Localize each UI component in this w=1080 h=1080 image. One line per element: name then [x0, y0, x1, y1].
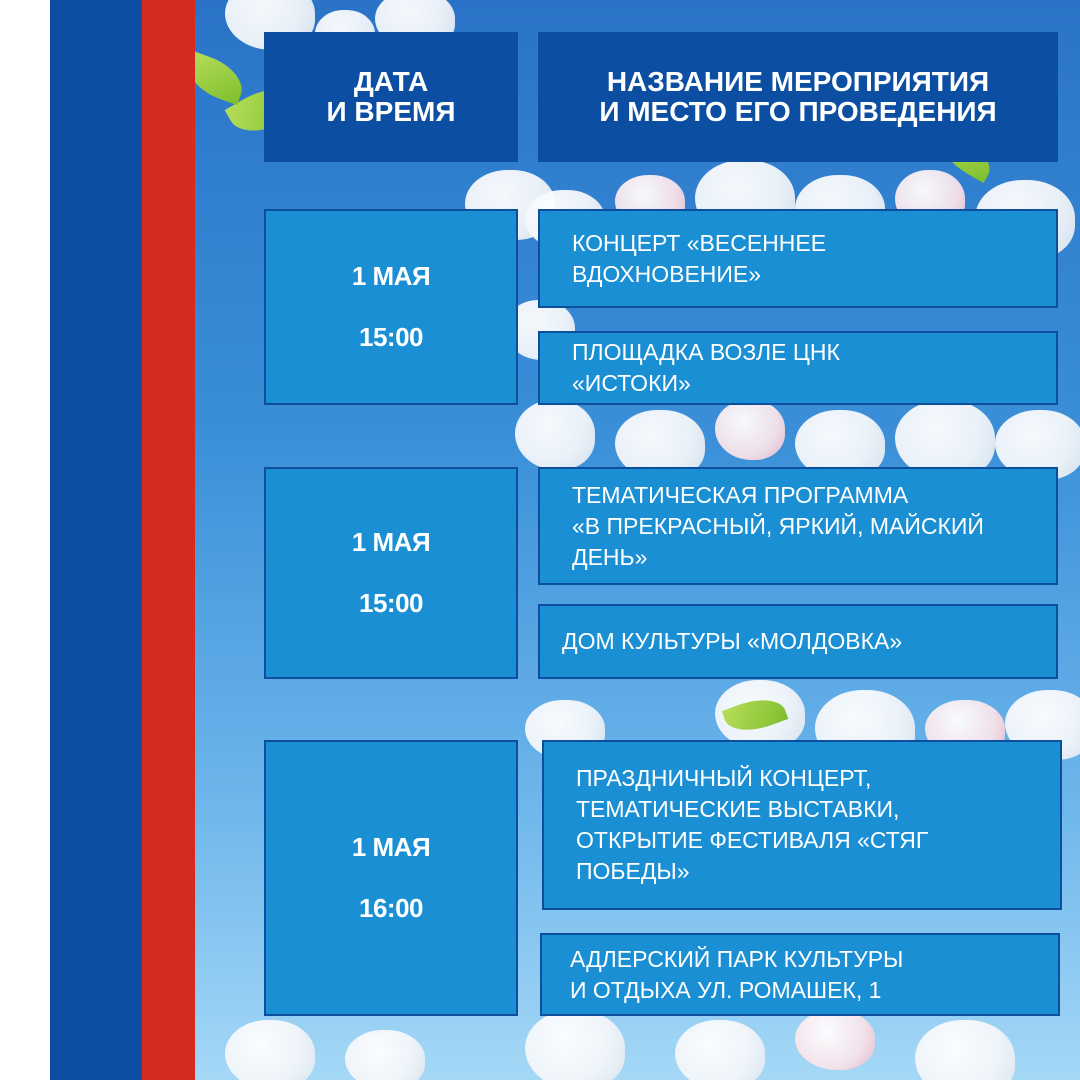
event-name-line: КОНЦЕРТ «ВЕСЕННЕЕ — [572, 229, 827, 256]
header-event-line2: И МЕСТО ЕГО ПРОВЕДЕНИЯ — [599, 96, 997, 127]
event-place-line: И ОТДЫХА УЛ. РОМАШЕК, 1 — [570, 976, 882, 1003]
header-date-line1: ДАТА — [353, 66, 429, 97]
blossom-petal — [915, 1020, 1015, 1080]
event-place-line: ДОМ КУЛЬТУРЫ «МОЛДОВКА» — [562, 628, 903, 654]
event-date-cell — [264, 467, 518, 679]
blossom-petal — [525, 1010, 625, 1080]
event-name-line: «В ПРЕКРАСНЫЙ, ЯРКИЙ, МАЙСКИЙ — [572, 512, 984, 539]
event-time: 15:00 — [359, 322, 423, 352]
blossom-petal — [515, 400, 595, 470]
event-date-cell — [264, 740, 518, 1016]
event-name-line: ПРАЗДНИЧНЫЙ КОНЦЕРТ, — [576, 765, 872, 791]
event-date: 1 МАЯ — [351, 261, 431, 291]
header-date-time — [264, 32, 518, 162]
event-name-line: ДЕНЬ» — [572, 543, 648, 570]
event-place-line: «ИСТОКИ» — [572, 370, 691, 396]
header-date-line2: И ВРЕМЯ — [326, 96, 456, 127]
header-event-line1: НАЗВАНИЕ МЕРОПРИЯТИЯ — [606, 66, 990, 97]
blossom-petal — [795, 1010, 875, 1070]
event-name-line: ТЕМАТИЧЕСКАЯ ПРОГРАММА — [572, 481, 909, 508]
event-name-cell — [538, 467, 1058, 585]
event-date-cell — [264, 209, 518, 405]
event-name-line: ПОБЕДЫ» — [576, 858, 690, 884]
event-name-cell — [538, 209, 1058, 308]
event-place-line: ПЛОЩАДКА ВОЗЛЕ ЦНК — [572, 339, 840, 365]
blossom-petal — [715, 400, 785, 460]
blossom-petal — [345, 1030, 425, 1080]
flag-stripe-blue — [50, 0, 142, 1080]
event-name-line: ВДОХНОВЕНИЕ» — [572, 260, 762, 287]
blossom-petal — [675, 1020, 765, 1080]
event-time: 15:00 — [359, 588, 423, 618]
event-date: 1 МАЯ — [351, 832, 431, 862]
blossom-petal — [225, 1020, 315, 1080]
event-place-cell — [540, 933, 1060, 1016]
event-name-line: ТЕМАТИЧЕСКИЕ ВЫСТАВКИ, — [576, 796, 900, 822]
event-place-line: АДЛЕРСКИЙ ПАРК КУЛЬТУРЫ — [570, 945, 904, 972]
event-name-line: ОТКРЫТИЕ ФЕСТИВАЛЯ «СТЯГ — [576, 827, 929, 853]
event-time: 16:00 — [359, 893, 423, 923]
leaf — [195, 51, 249, 105]
event-place-cell — [538, 331, 1058, 405]
flag-stripe-red — [142, 0, 195, 1080]
flag-stripe-white — [0, 0, 50, 1080]
event-place-cell — [538, 604, 1058, 679]
header-event-place — [538, 32, 1058, 162]
event-name-cell — [542, 740, 1062, 910]
event-date: 1 МАЯ — [351, 527, 431, 557]
